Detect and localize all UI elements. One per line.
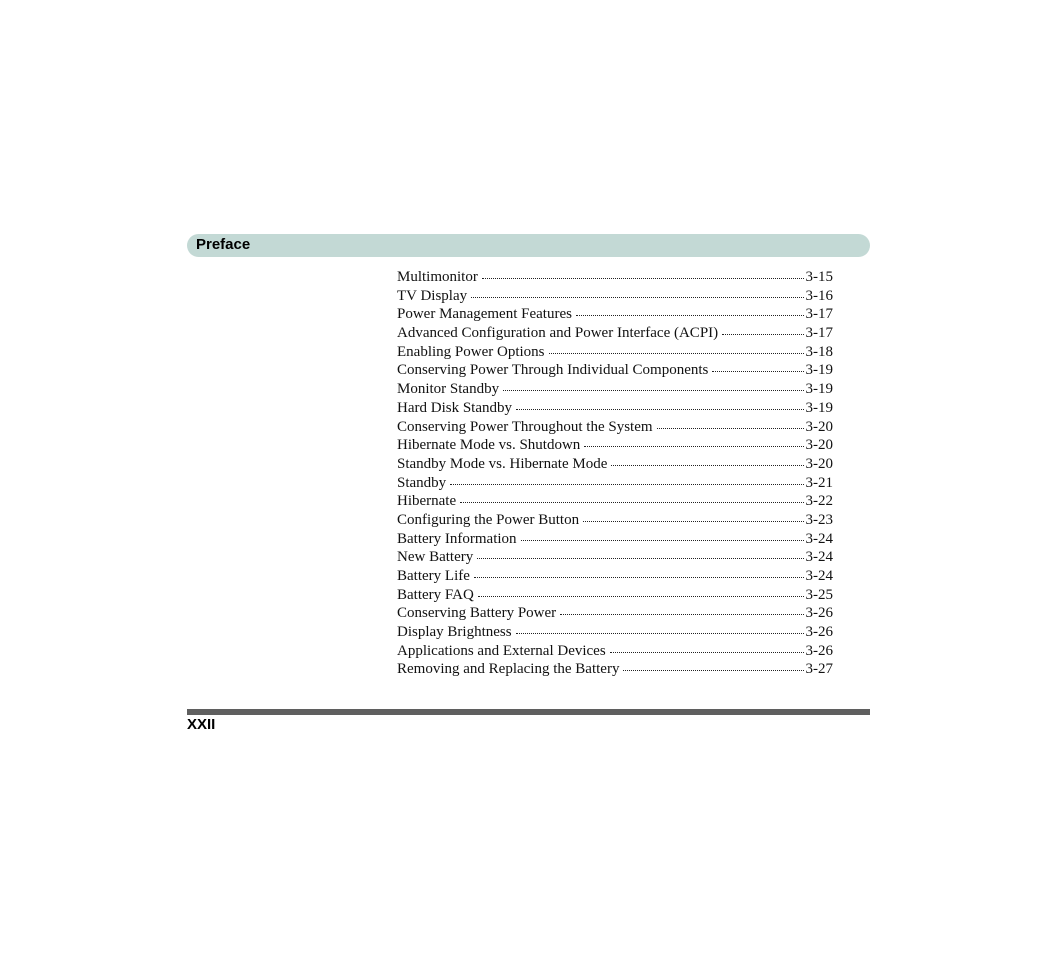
toc-dot-leader [450,474,803,485]
toc-dot-leader [584,436,803,447]
toc-entry-label: Power Management Features [397,306,572,323]
toc-entry-page: 3-26 [805,624,833,641]
toc-entry-page: 3-26 [805,642,833,659]
toc-entry[interactable] [397,305,833,324]
toc-dot-leader [611,455,803,466]
toc-entry-page: 3-19 [805,399,833,416]
toc-dot-leader [478,586,804,597]
toc-dot-leader [477,548,803,559]
toc-entry-page: 3-15 [805,269,833,285]
toc-entry-page: 3-27 [805,661,833,678]
toc-dot-leader [503,380,803,391]
toc-dot-leader [482,268,804,279]
toc-dot-leader [657,418,804,429]
toc-entry-page: 3-21 [805,474,833,491]
toc-entry-label: TV Display [397,287,468,304]
toc-entry-label: Display Brightness [397,624,512,641]
toc-dot-leader [521,530,804,541]
page-number: XXII [187,716,216,733]
toc-dot-leader [549,343,804,354]
toc-dot-leader [583,511,803,522]
toc-entry-label: Standby [397,474,447,491]
toc-dot-leader [623,660,803,671]
toc-entry-label: Battery Life [397,568,470,584]
toc-entry-label: Hard Disk Standby [397,399,512,416]
toc-entry-page: 3-22 [805,493,833,510]
toc-entry[interactable] [397,268,833,287]
toc-entry[interactable] [397,530,833,549]
toc-entry-label: Hibernate [397,493,457,510]
toc-entry-page: 3-23 [805,511,833,528]
toc-dot-leader [712,361,803,372]
toc-entry-page: 3-19 [805,381,833,398]
toc-entry[interactable] [397,418,833,437]
toc-entry-label: Hibernate Mode vs. Shutdown [397,437,581,454]
toc-entry[interactable] [397,399,833,418]
toc-entry[interactable] [397,361,833,380]
toc-entry-page: 3-19 [805,362,833,379]
toc-dot-leader [722,324,803,335]
toc-entry-page: 3-20 [805,418,833,435]
toc-entry-label: Standby Mode vs. Hibernate Mode [397,455,608,472]
toc-dot-leader [474,567,804,578]
toc-entry[interactable] [397,380,833,399]
toc-entry[interactable] [397,604,833,623]
toc-entry-label: Advanced Configuration and Power Interface (ACPI) [397,325,719,342]
toc-entry[interactable] [397,455,833,474]
toc-entry[interactable] [397,474,833,493]
toc-entry-label: Monitor Standby [397,381,500,398]
toc-entry-page: 3-26 [805,605,833,622]
toc-entry-label: Enabling Power Options [397,343,545,360]
toc-entry-page: 3-25 [805,586,833,603]
toc-entry-label: Battery Information [397,530,517,547]
table-of-contents [397,268,833,679]
toc-entry[interactable] [397,567,833,586]
toc-entry[interactable] [397,548,833,567]
toc-entry-label: Multimonitor [397,269,478,285]
toc-dot-leader [460,492,803,503]
toc-entry[interactable] [397,287,833,306]
toc-entry-label: Applications and External Devices [397,642,606,659]
toc-dot-leader [560,604,803,615]
toc-dot-leader [610,642,804,653]
toc-entry[interactable] [397,511,833,530]
toc-entry-page: 3-24 [805,549,833,566]
toc-entry-page: 3-17 [805,325,833,342]
toc-dot-leader [516,623,804,634]
toc-dot-leader [576,305,804,316]
toc-entry-page: 3-17 [805,306,833,323]
footer-rule [187,709,870,715]
toc-entry[interactable] [397,343,833,362]
toc-entry[interactable] [397,623,833,642]
toc-dot-leader [471,287,803,298]
toc-entry-label: Conserving Power Through Individual Components [397,362,709,379]
toc-entry-label: Battery FAQ [397,586,474,603]
toc-entry-label: Removing and Replacing the Battery [397,661,620,678]
toc-entry-label: Conserving Power Throughout the System [397,418,653,435]
toc-entry-label: New Battery [397,549,474,566]
toc-entry-page: 3-20 [805,455,833,472]
toc-entry-page: 3-16 [805,287,833,304]
section-title: Preface [196,236,251,253]
toc-entry[interactable] [397,492,833,511]
toc-entry[interactable] [397,586,833,605]
toc-entry-label: Configuring the Power Button [397,511,580,528]
toc-entry-label: Conserving Battery Power [397,605,557,622]
toc-dot-leader [516,399,804,410]
toc-entry[interactable] [397,436,833,455]
toc-entry-page: 3-24 [805,568,833,584]
toc-entry-page: 3-18 [805,343,833,360]
toc-entry-page: 3-20 [805,437,833,454]
section-header-bar [187,234,870,257]
toc-entry-page: 3-24 [805,530,833,547]
toc-entry[interactable] [397,660,833,679]
toc-entry[interactable] [397,642,833,661]
toc-entry[interactable] [397,324,833,343]
